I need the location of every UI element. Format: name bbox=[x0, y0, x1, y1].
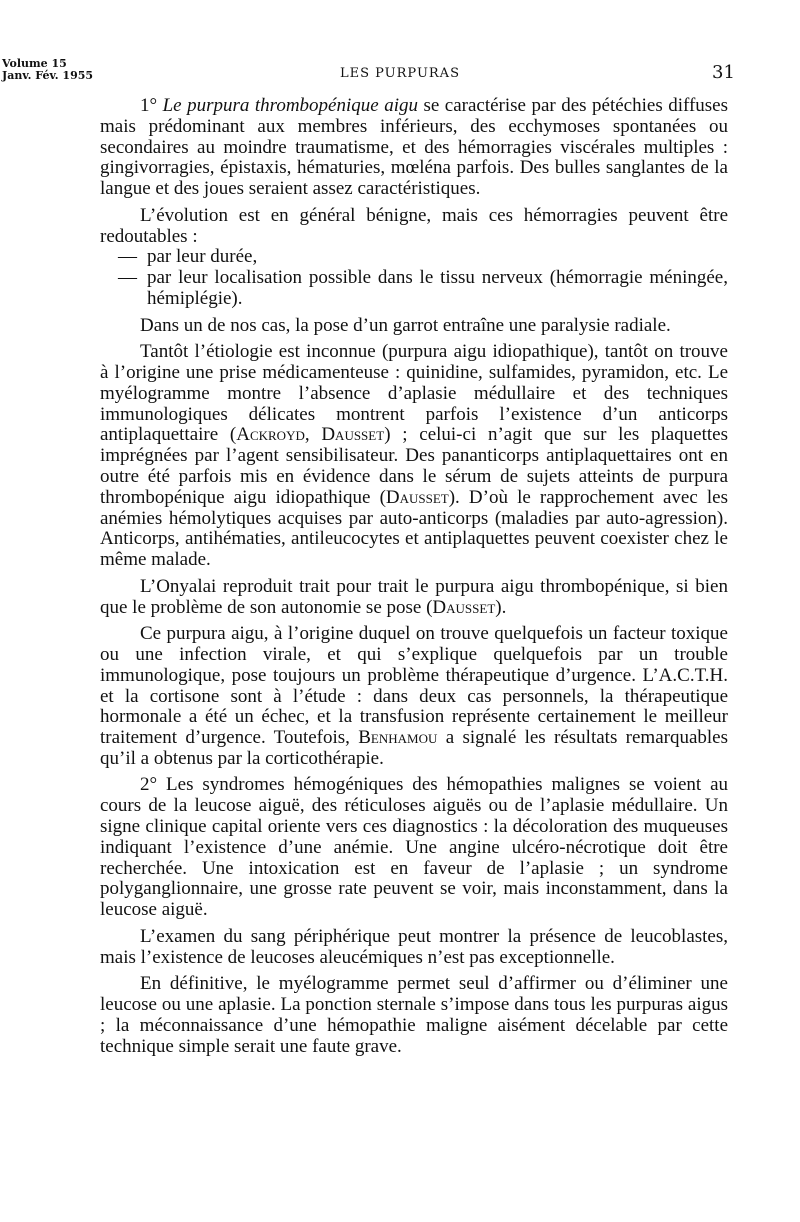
section-title: Le purpura thrombopénique aigu bbox=[162, 95, 418, 116]
paragraph-text: Les syndromes hémogéniques des hémopathies malignes se voient au cours de la leucose aiguë, des réticuloses aiguës ou de l’aplasie médullaire. Un signe clinique capital oriente vers ces diagnostics : la décoloration des muqueuses indiquant l’existence d’une anémie. Une angine ulcéro-nécrotique doit être recherchée. Une intoxication est en faveur de l’aplasie ; un syndrome polyganglionnaire, une grosse rate peuvent se voir, mais inconstamment, dans la leucose aiguë. bbox=[100, 774, 729, 921]
paragraph: Dans un de nos cas, la pose d’un garrot entraîne une paralysie radiale. bbox=[140, 314, 671, 336]
paragraph bbox=[100, 577, 728, 619]
paragraph-text: a signalé les résultats remarquables qu’il a obtenus par la corticothérapie. bbox=[100, 727, 728, 769]
author-citation: Dausset bbox=[432, 596, 496, 618]
author-citation: Ackroyd, Dausset bbox=[236, 424, 385, 446]
list-item-text: par leur durée, bbox=[147, 246, 258, 268]
list-item-text: par leur localisation possible dans le tissu nerveux (hémorragie méningée, hémiplégie). bbox=[147, 267, 728, 309]
running-title: LES PURPURAS bbox=[340, 66, 460, 81]
paragraph: L’examen du sang périphérique peut montrer la présence de leucoblastes, mais l’existence de leucoses aleucémiques n’est pas exceptionnelle. bbox=[100, 925, 728, 968]
paragraph-text: ). D’où le rapprochement avec les anémies hémolytiques acquises par auto-anticorps (maladies par auto-agression). Anticorps, antihématies, antileucocytes et antiplaquettes peuvent coexister chez le même malade. bbox=[100, 486, 728, 571]
paragraph-text: L’Onyalai reproduit trait pour trait le purpura aigu thrombopénique, si bien que le problème de son autonomie se pose ( bbox=[100, 575, 728, 618]
author-citation: Benhamou bbox=[358, 727, 438, 749]
paragraph: L’évolution est en général bénigne, mais ces hémorragies peuvent être redoutables : bbox=[100, 204, 728, 247]
section-marker: 2° bbox=[140, 774, 158, 796]
paragraph-text: se caractérise par des pétéchies diffuses mais prédominant aux membres inférieurs, des ecchymoses spontanées ou secondaires au moindre traumatisme, et des hémorragies viscérales multiples : gingivorragies, épistaxis, hématuries, mœléna parfois. Des bulles sanglantes de la langue et des joues seraient assez caractéristiques. bbox=[100, 95, 729, 200]
paragraph bbox=[100, 96, 728, 200]
paragraph: En définitive, le myélogramme permet seul d’affirmer ou d’éliminer une leucose ou une aplasie. La ponction sternale s’impose dans tous les purpuras aigus ; la méconnaissance d’une hémopathie maligne aisément décelable par cette technique simple serait une faute grave. bbox=[100, 973, 728, 1057]
list-item bbox=[100, 268, 728, 310]
page-number: 31 bbox=[712, 62, 735, 83]
paragraph-text: Tantôt l’étiologie est inconnue (purpura aigu idiopathique), tantôt on trouve à l’origine une prise médicamenteuse : quinidine, sulfamides, pyramidon, etc. Le myélogramme montre l’absence d’aplasie médullaire et des techniques immunologiques délicates montrent parfois l’existence d’un anticorps antiplaquettaire ( bbox=[100, 341, 728, 446]
dash-bullet: — bbox=[118, 246, 137, 268]
dash-bullet: — bbox=[118, 267, 137, 289]
paragraph bbox=[100, 624, 728, 770]
list-item bbox=[100, 247, 728, 268]
author-citation: Dausset bbox=[385, 486, 449, 508]
paragraph-text: Ce purpura aigu, à l’origine duquel on trouve quelquefois un facteur toxique ou une infection virale, et qui s’explique quelquefois par un trouble immunologique, pose toujours un problème thérapeutique d’urgence. L’A.C.T.H. et la cortisone sont à l’étude : dans deux cas personnels, la thérapeutique hormonale a été un échec, et la transfusion représente certainement le meilleur traitement d’urgence. Toutefois, bbox=[100, 623, 728, 749]
paragraph bbox=[100, 775, 728, 921]
paragraph-text: ) ; celui-ci n’agit que sur les plaquettes imprégnées par l’agent sensibilisateur. Des pananticorps antiplaquettaires ont en outre été parfois mis en évidence dans le sérum de sujets atteints de purpura thrombopénique aigu idiopathique ( bbox=[100, 424, 728, 508]
issue-date: Janv. Fév. 1955 bbox=[2, 69, 94, 82]
section-marker: 1° bbox=[140, 95, 158, 116]
paragraph bbox=[100, 342, 728, 571]
article-body bbox=[100, 96, 728, 1063]
volume-label: Volume 15 bbox=[2, 57, 67, 70]
paragraph-text: ). bbox=[495, 596, 507, 618]
